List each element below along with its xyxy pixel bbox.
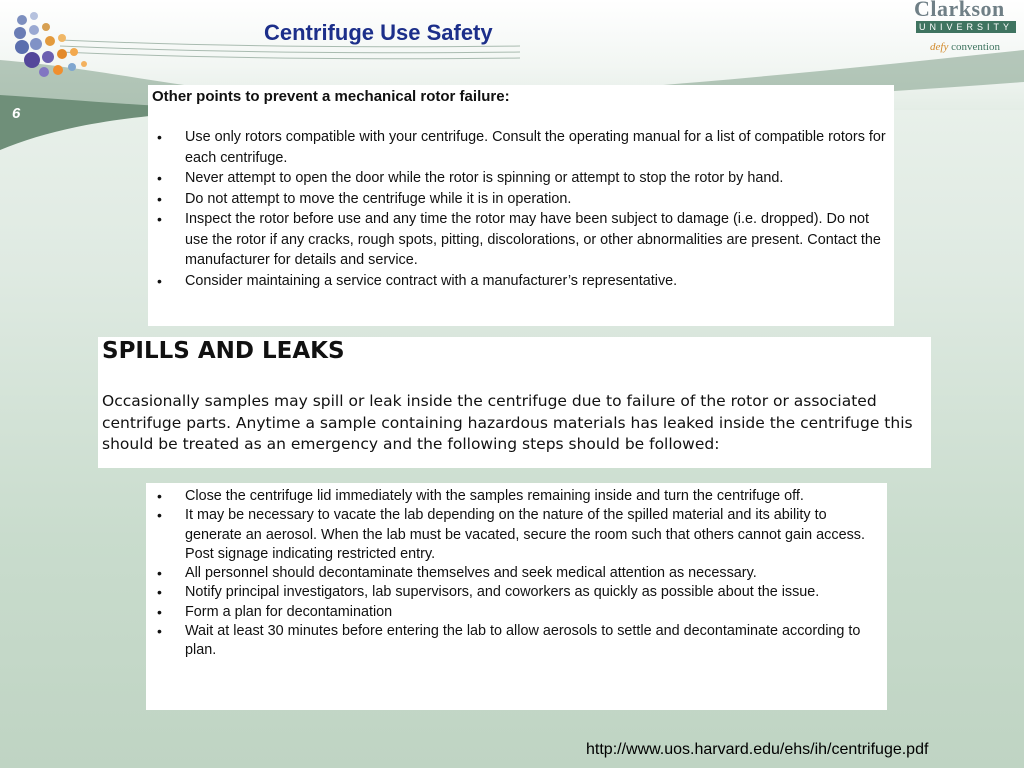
list-item: • Inspect the rotor before use and any time the rotor may have been subject to damage (i.e. dropped). Do not use the rotor if any cracks, rough spots, pitting, discolorations, or other abnormalities are present. Contact the manufacturer for details and service. — [152, 209, 890, 271]
slide-number: 6 — [12, 105, 21, 122]
source-link[interactable]: http://www.uos.harvard.edu/ehs/ih/centrifuge.pdf — [586, 741, 929, 758]
logo-name: Clarkson — [914, 0, 1005, 21]
list-item: • Do not attempt to move the centrifuge while it is in operation. — [152, 189, 890, 210]
list-item: • Close the centrifuge lid immediately with the samples remaining inside and turn the centrifuge off. — [152, 487, 887, 506]
clarkson-logo — [912, 0, 1020, 60]
spills-box — [98, 337, 931, 468]
list-item: • Form a plan for decontamination — [152, 603, 887, 622]
list-item: • All personnel should decontaminate themselves and seek medical attention as necessary. — [152, 564, 887, 583]
spills-heading: SPILLS AND LEAKS — [102, 338, 345, 364]
list-item: • It may be necessary to vacate the lab depending on the nature of the spilled material and its ability to generate an aerosol. When the lab must be vacated, secure the room such that others cannot gain access. Post signage indicating restricted entry. — [152, 506, 887, 564]
rotor-list — [152, 127, 890, 291]
spills-body: Occasionally samples may spill or leak inside the centrifuge due to failure of the rotor or associated centrifuge parts. Anytime a sample containing hazardous materials has leaked inside the centrifuge this should be treated as an emergency and the following steps should be followed: — [102, 392, 913, 453]
rotor-heading: Other points to prevent a mechanical rotor failure: — [152, 88, 510, 105]
list-item: • Wait at least 30 minutes before entering the lab to allow aerosols to settle and decontaminate according to plan. — [152, 622, 887, 661]
spill-steps-list — [152, 487, 887, 661]
logo-tagline: defy convention — [930, 41, 1000, 53]
logo-university: UNIVERSITY — [916, 21, 1016, 33]
list-item: • Use only rotors compatible with your centrifuge. Consult the operating manual for a list of compatible rotors for each centrifuge. — [152, 127, 890, 168]
list-item: • Consider maintaining a service contract with a manufacturer’s representative. — [152, 271, 890, 292]
rotor-failure-box — [148, 85, 894, 326]
list-item: • Notify principal investigators, lab supervisors, and coworkers as quickly as possible about the issue. — [152, 583, 887, 602]
slide-title: Centrifuge Use Safety — [264, 20, 493, 45]
spill-steps-box — [146, 483, 887, 710]
list-item: • Never attempt to open the door while the rotor is spinning or attempt to stop the rotor by hand. — [152, 168, 890, 189]
